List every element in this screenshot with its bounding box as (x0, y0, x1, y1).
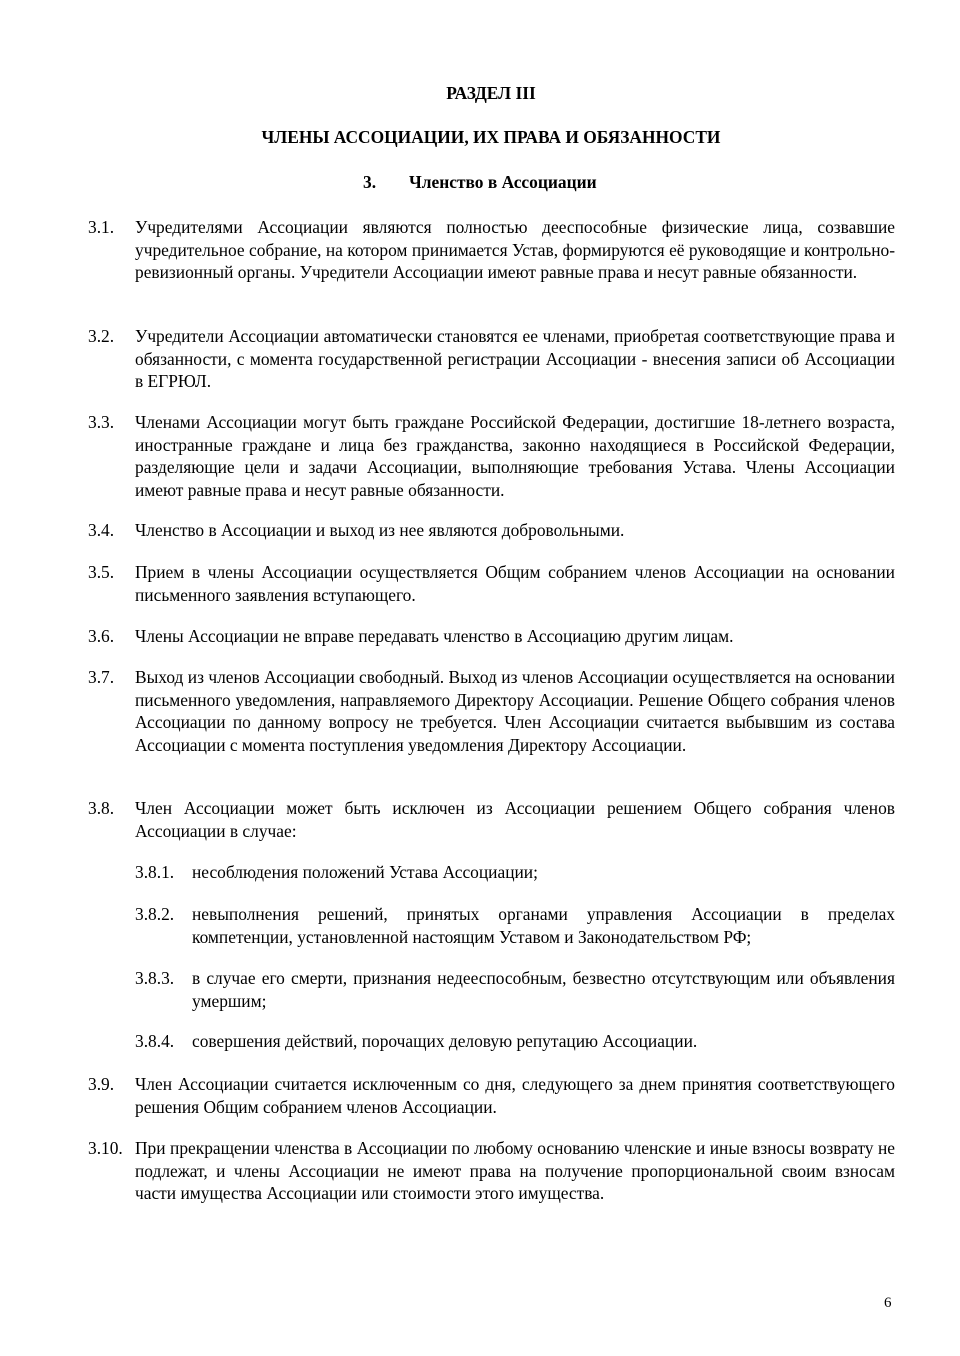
clause-3-3 (88, 411, 895, 501)
clause-3-7 (88, 666, 895, 756)
clause-text: Учредители Ассоциации автоматически становятся ее членами, приобретая соответствующие права и обязанности, с момента государственной регистрации Ассоциации - внесения записи об Ассоциации в ЕГРЮЛ. (135, 326, 895, 391)
clause-text: При прекращении членства в Ассоциации по любому основанию членские и иные взносы возврату не подлежат, и члены Ассоциации не имеют права на получение пропорциональной своим взносам части имущества Ассоциации или стоимости этого имущества. (135, 1138, 895, 1203)
clause-number: 3.8. (88, 798, 115, 818)
clause-text: Членами Ассоциации могут быть граждане Российской Федерации, достигшие 18-летнего возраста, иностранные граждане и лица без гражданства, законно находящиеся в Российской Федерации, разделяющие цели и задачи Ассоциации, выполняющие требования Устава. Члены Ассоциации имеют равные права и несут равные обязанности. (135, 412, 895, 500)
subclause-number: 3.8.2. (135, 904, 175, 924)
subclause-text: невыполнения решений, принятых органами управления Ассоциации в пределах компетенции, установленной настоящим Уставом и Законодательством РФ; (192, 904, 895, 947)
subclause-3-8-2 (135, 903, 895, 948)
subsection-heading (363, 171, 597, 194)
clause-text: Членство в Ассоциации и выход из нее являются добровольными. (135, 520, 625, 540)
clause-number: 3.10. (88, 1138, 123, 1158)
clause-number: 3.7. (88, 667, 115, 687)
clause-text: Член Ассоциации считается исключенным со дня, следующего за днем принятия соответствующего решения Общим собранием членов Ассоциации. (135, 1074, 895, 1117)
clause-3-5 (88, 561, 895, 606)
clause-text: Выход из членов Ассоциации свободный. Выход из членов Ассоциации осуществляется на основании письменного уведомления, направляемого Директору Ассоциации. Решение Общего собрания членов Ассоциации по данному вопросу не требуется. Член Ассоциации считается выбывшим из состава Ассоциации с момента поступления уведомления Директору Ассоциации. (135, 667, 895, 755)
clause-number: 3.9. (88, 1074, 115, 1094)
subclause-3-8-1 (135, 861, 895, 884)
subclause-number: 3.8.4. (135, 1031, 175, 1051)
clause-3-10 (88, 1137, 895, 1205)
clause-number: 3.6. (88, 626, 115, 646)
subclause-3-8-3 (135, 967, 895, 1012)
clause-3-8 (88, 797, 895, 842)
subclause-3-8-4 (135, 1030, 895, 1053)
subclause-number: 3.8.3. (135, 968, 175, 988)
clause-3-4 (88, 519, 895, 542)
clause-number: 3.3. (88, 412, 115, 432)
chapter-title: ЧЛЕНЫ АССОЦИАЦИИ, ИХ ПРАВА И ОБЯЗАННОСТИ (261, 127, 721, 147)
subclause-number: 3.8.1. (135, 862, 175, 882)
clause-text: Члены Ассоциации не вправе передавать членство в Ассоциацию другим лицам. (135, 626, 734, 646)
clause-text: Член Ассоциации может быть исключен из Ассоциации решением Общего собрания членов Ассоциации в случае: (135, 798, 895, 841)
subsection-number: 3. (363, 172, 377, 192)
subclause-text: совершения действий, порочащих деловую репутацию Ассоциации. (192, 1031, 698, 1051)
clause-3-1 (88, 216, 895, 284)
clause-number: 3.4. (88, 520, 115, 540)
clause-number: 3.2. (88, 326, 115, 346)
clause-3-9 (88, 1073, 895, 1118)
subclause-text: в случае его смерти, признания недееспособным, безвестно отсутствующим или объявления умершим; (192, 968, 895, 1011)
clause-text: Прием в члены Ассоциации осуществляется Общим собранием членов Ассоциации на основании письменного заявления вступающего. (135, 562, 895, 605)
clause-3-6 (88, 625, 895, 648)
clause-number: 3.1. (88, 217, 115, 237)
section-title: РАЗДЕЛ III (446, 83, 536, 103)
clause-number: 3.5. (88, 562, 115, 582)
page-number: 6 (884, 1295, 892, 1311)
subsection-title: Членство в Ассоциации (409, 172, 597, 192)
clause-3-2 (88, 325, 895, 393)
clause-text: Учредителями Ассоциации являются полностью дееспособные физические лица, созвавшие учредительное собрание, на котором принимается Устав, формируются её руководящие и контрольно-ревизионный органы. Учредители Ассоциации имеют равные права и несут равные обязанности. (135, 217, 895, 282)
subclause-text: несоблюдения положений Устава Ассоциации; (192, 862, 538, 882)
